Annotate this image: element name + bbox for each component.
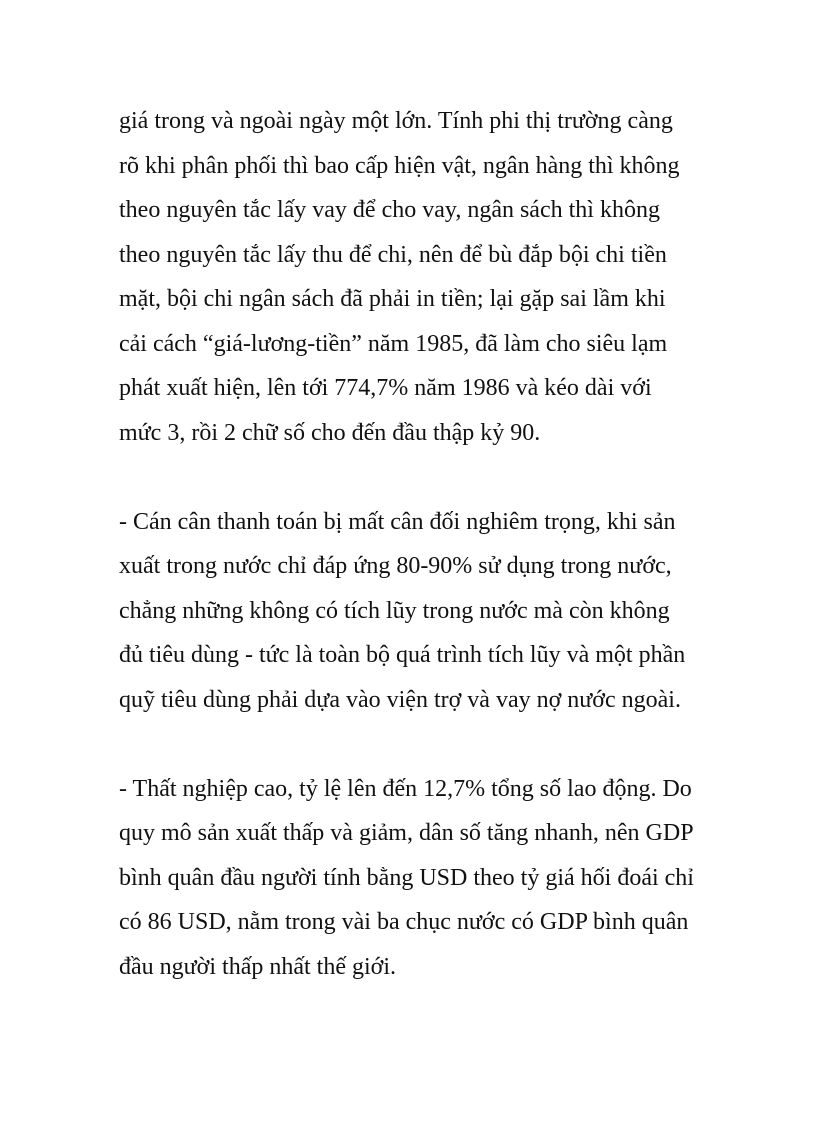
text-line: có 86 USD, nằm trong vài ba chục nước có GDP bình quân — [119, 909, 689, 935]
paragraph-balance-of-payments — [119, 500, 709, 723]
text-line: giá trong và ngoài ngày một lớn. Tính phi thị trường càng — [119, 108, 673, 134]
text-line: rõ khi phân phối thì bao cấp hiện vật, ngân hàng thì không — [119, 152, 680, 179]
text-line: mức 3, rồi 2 chữ số cho đến đầu thập kỷ 90. — [119, 419, 541, 446]
paragraph-spacer — [119, 722, 709, 767]
paragraph-price-inflation — [119, 99, 709, 455]
text-line: - Cán cân thanh toán bị mất cân đối nghiêm trọng, khi sản — [119, 508, 676, 535]
text-line: quy mô sản xuất thấp và giảm, dân số tăng nhanh, nên GDP — [119, 820, 694, 846]
text-line: chẳng những không có tích lũy trong nước mà còn không — [119, 597, 670, 624]
text-line: xuất trong nước chỉ đáp ứng 80-90% sử dụng trong nước, — [119, 553, 672, 579]
paragraph-unemployment — [119, 767, 709, 990]
text-line: bình quân đầu người tính bằng USD theo tỷ giá hối đoái chỉ — [119, 864, 694, 891]
text-line: đầu người thấp nhất thế giới. — [119, 953, 397, 980]
text-line: theo nguyên tắc lấy thu để chi, nên để bù đắp bội chi tiền — [119, 241, 667, 268]
text-line: theo nguyên tắc lấy vay để cho vay, ngân sách thì không — [119, 197, 660, 223]
text-line: - Thất nghiệp cao, tỷ lệ lên đến 12,7% tổng số lao động. Do — [119, 775, 692, 802]
document-body — [119, 99, 709, 989]
text-line: đủ tiêu dùng - tức là toàn bộ quá trình tích lũy và một phần — [119, 642, 686, 668]
text-line: quỹ tiêu dùng phải dựa vào viện trợ và vay nợ nước ngoài. — [119, 686, 681, 713]
text-line: mặt, bội chi ngân sách đã phải in tiền; lại gặp sai lầm khi — [119, 286, 666, 312]
text-line: cải cách “giá-lương-tiền” năm 1985, đã làm cho siêu lạm — [119, 330, 668, 357]
text-line: phát xuất hiện, lên tới 774,7% năm 1986 và kéo dài với — [119, 375, 652, 401]
paragraph-spacer — [119, 455, 709, 500]
